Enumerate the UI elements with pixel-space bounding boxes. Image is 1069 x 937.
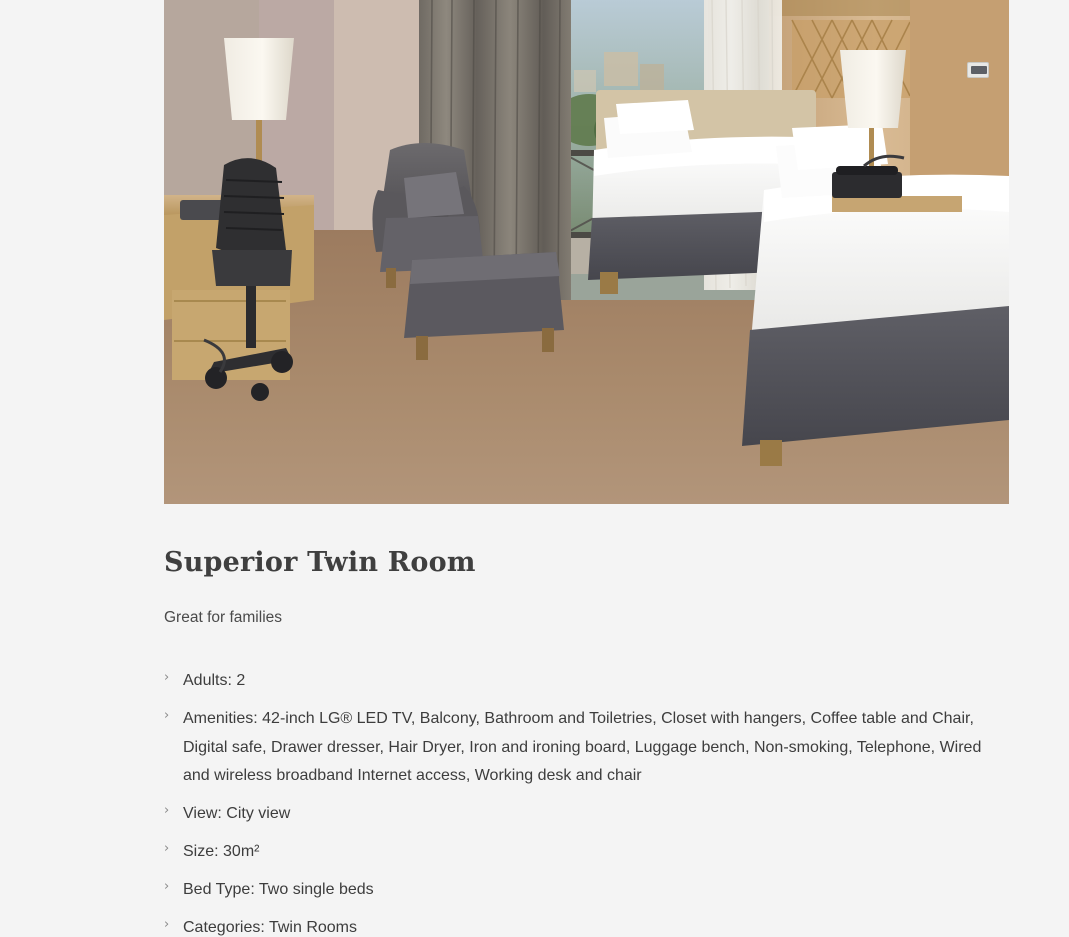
list-item-label: Amenities: 42-inch LG® LED TV, Balcony, Bathroom and Toiletries, Closet with hangers, Coffee table and Chair, Digital safe, Drawer dresser, Hair Dryer, Iron and ironing board, Luggage bench, Non-smoking, Telephone, Wired and wireless broadband Internet access, Working desk and chair — [183, 709, 982, 785]
chevron-right-icon: › — [164, 878, 170, 894]
room-photo[interactable] — [164, 0, 1009, 504]
list-item — [164, 838, 1009, 867]
room-subtitle: Great for families — [164, 609, 283, 627]
list-item — [164, 667, 1009, 696]
chevron-right-icon: › — [164, 841, 170, 857]
chevron-right-icon: › — [164, 670, 170, 686]
scrollbar[interactable] — [1060, 0, 1069, 937]
room-feature-list — [164, 629, 1009, 937]
list-item-label: View: City view — [183, 805, 291, 823]
list-item-label: Adults: 2 — [183, 672, 246, 690]
list-item — [164, 914, 1009, 937]
room-photo-image — [164, 0, 1009, 504]
list-item — [164, 800, 1009, 829]
list-item-label: Bed Type: Two single beds — [183, 880, 374, 898]
chevron-right-icon: › — [164, 707, 170, 723]
page-title: Superior Twin Room — [164, 547, 476, 578]
list-item-label: Categories: Twin Rooms — [183, 918, 357, 936]
tv-icon — [967, 62, 989, 78]
list-item-label: Size: 30m² — [183, 843, 260, 861]
room-detail-card — [164, 0, 1009, 937]
chevron-right-icon: › — [164, 803, 170, 819]
list-item — [164, 705, 1009, 791]
chevron-right-icon: › — [164, 916, 170, 932]
list-item — [164, 876, 1009, 905]
